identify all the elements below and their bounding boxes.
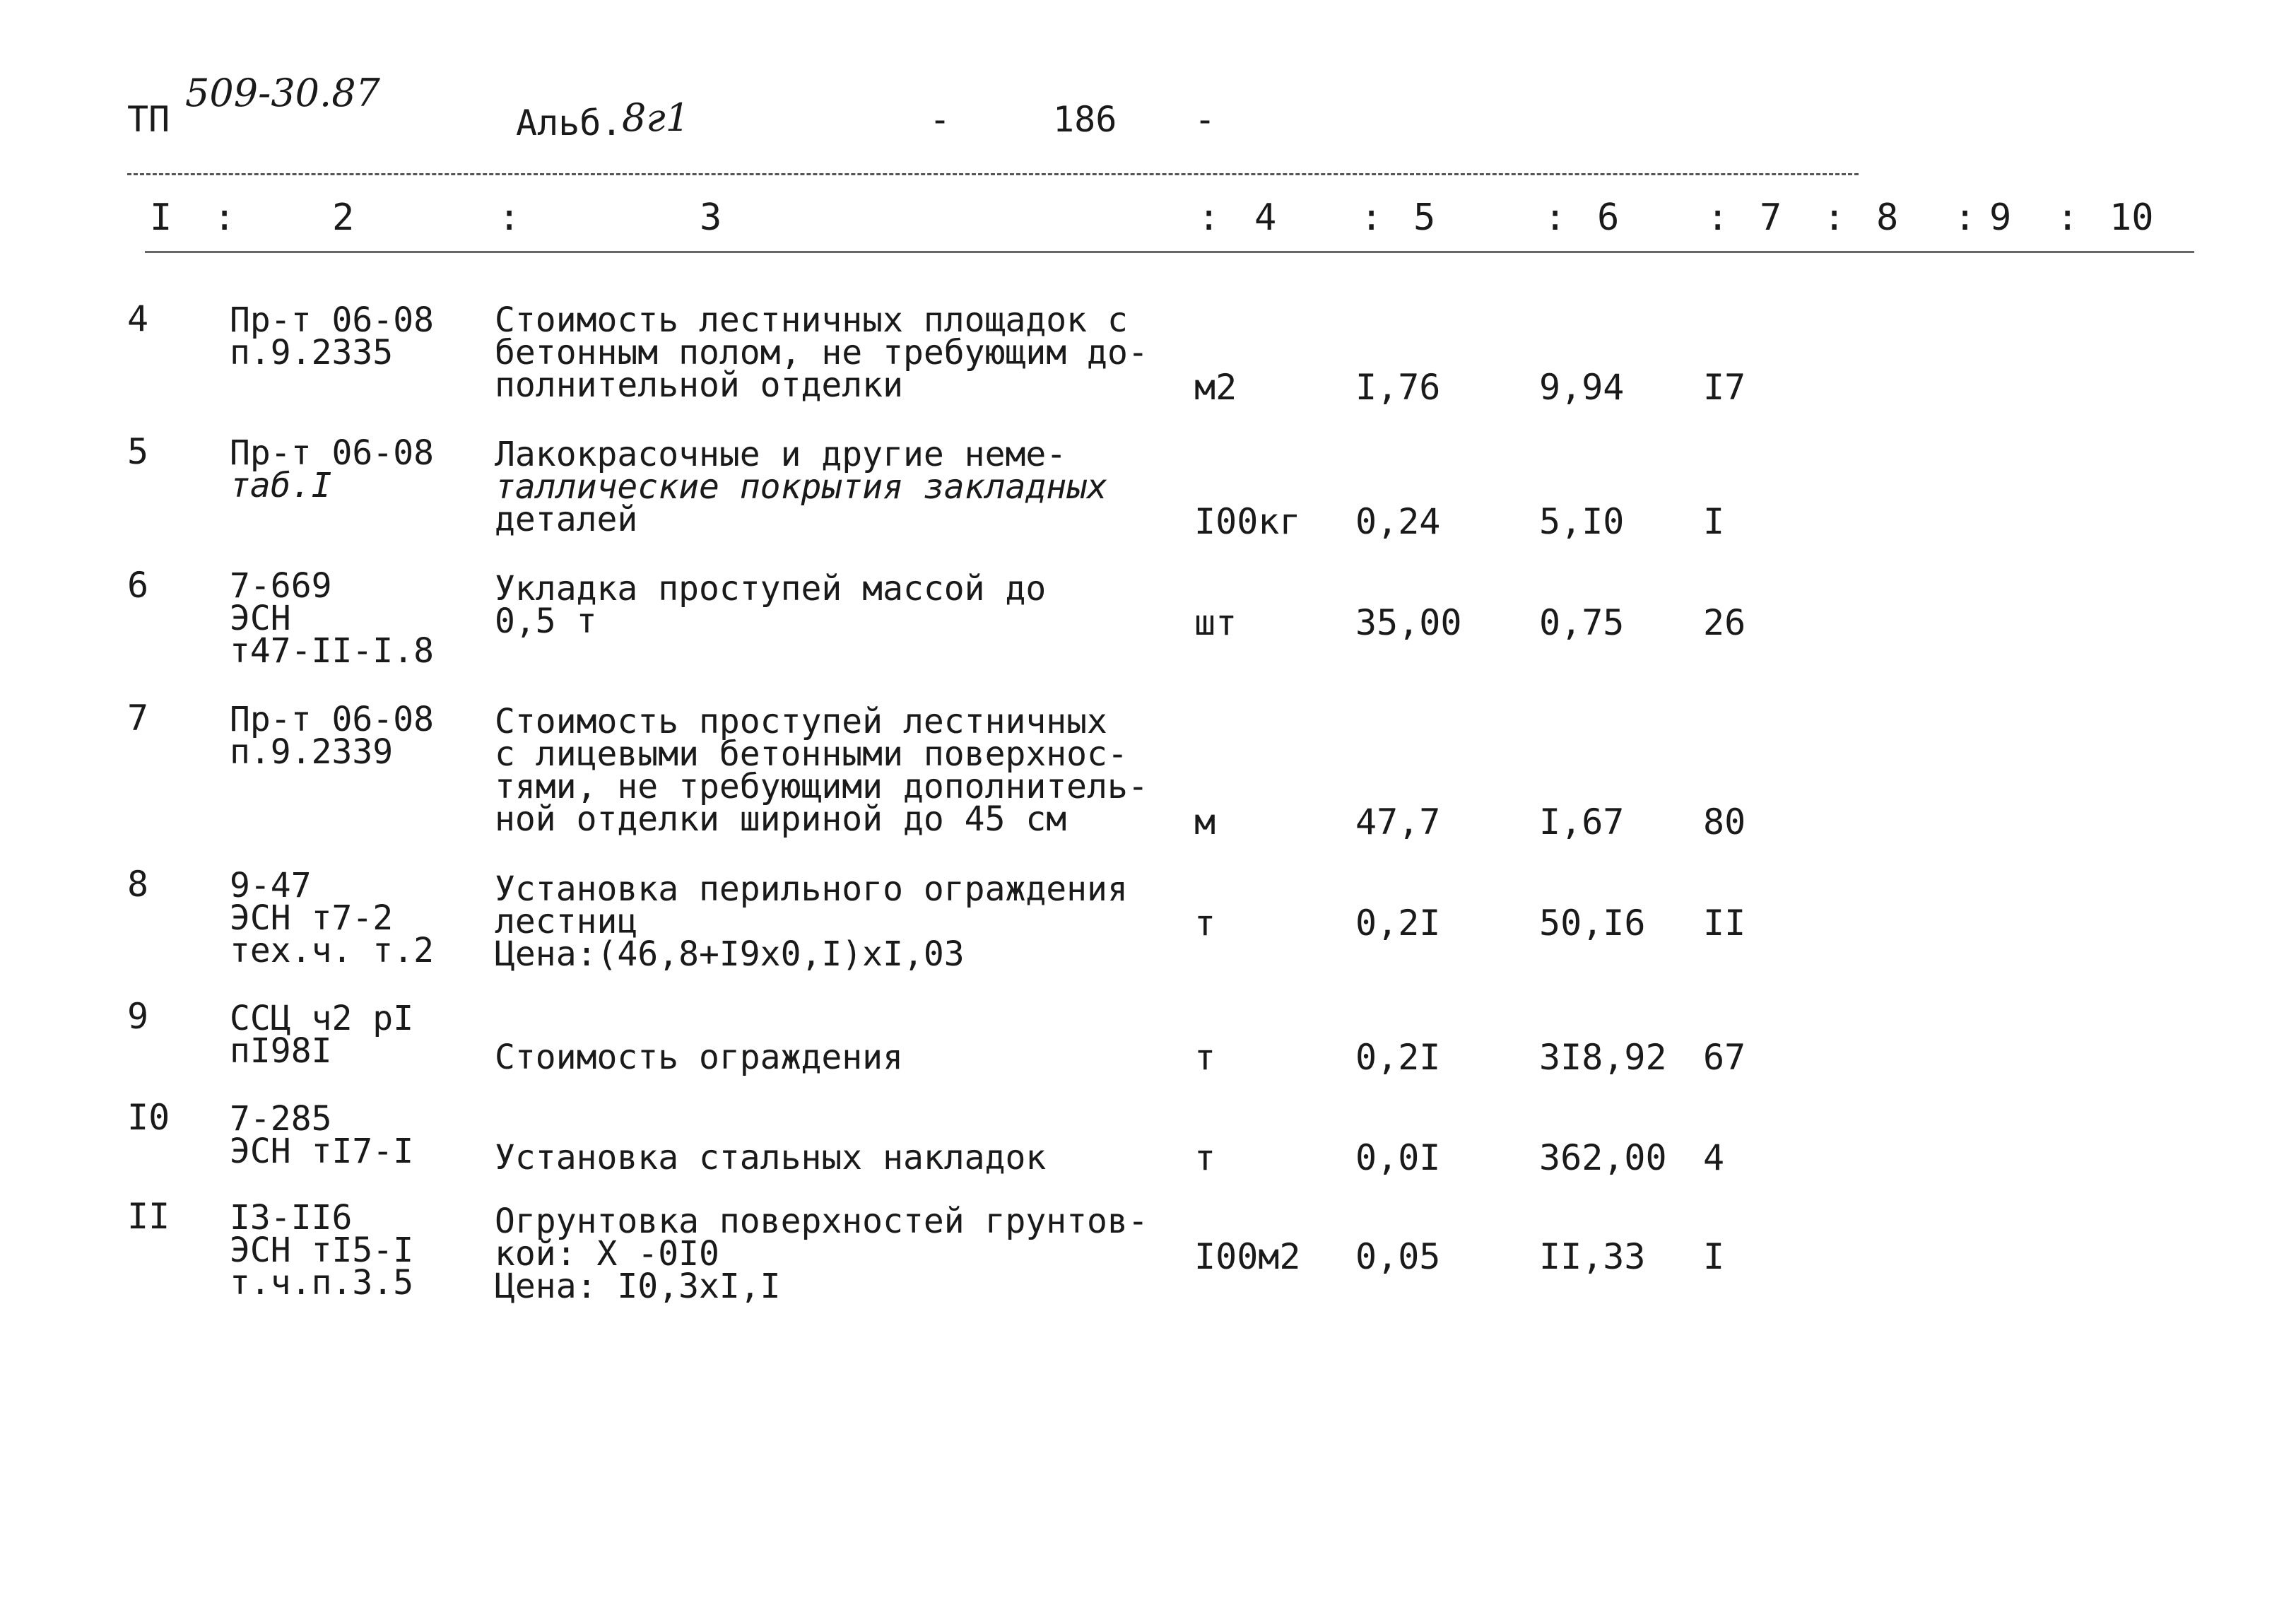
description-line: Укладка проступей массой до: [495, 569, 1047, 609]
row-unit: м: [1194, 802, 1216, 842]
description-line: 0,5 т: [495, 601, 597, 641]
row-code: [230, 866, 434, 970]
column-separator: :: [1360, 196, 1383, 239]
album-label: Альб.: [516, 102, 623, 143]
row-description: [495, 869, 1128, 974]
header-dash-right: -: [1194, 99, 1216, 140]
column-number-6: 6: [1597, 196, 1620, 239]
code-line: т47-II-I.8: [230, 631, 434, 671]
project-number-handwritten: 509-30.87: [185, 71, 380, 115]
description-line: Установка стальных накладок: [495, 1138, 1047, 1178]
description-line: тями, не требующими дополнитель-: [495, 767, 1148, 806]
code-line: 7-669: [230, 566, 332, 606]
row-total: I7: [1703, 367, 1746, 408]
description-line: Стоимость лестничных площадок с: [495, 300, 1128, 340]
row-total: 80: [1703, 802, 1746, 842]
code-line: ЭСН: [230, 599, 291, 638]
description-line: Цена:(46,8+I9x0,I)xI,03: [495, 934, 965, 974]
row-code: [230, 1099, 414, 1171]
row-description: [495, 569, 1047, 641]
row-description: [495, 1038, 903, 1077]
row-total: II: [1703, 903, 1746, 944]
row-quantity: 47,7: [1355, 802, 1441, 842]
row-description: [495, 435, 1107, 539]
row-unit-price: 3I8,92: [1539, 1037, 1667, 1078]
description-line: деталей: [495, 500, 638, 539]
row-unit: I00м2: [1194, 1236, 1301, 1277]
code-line: 9-47: [230, 866, 312, 905]
column-number-8: 8: [1876, 196, 1899, 239]
row-number: 6: [127, 565, 149, 606]
description-line: Стоимость ограждения: [495, 1038, 903, 1077]
description-line: ной отделки шириной до 45 см: [495, 799, 1067, 839]
row-total: I: [1703, 501, 1725, 542]
code-line: п.9.2335: [230, 333, 394, 372]
row-unit-price: 0,75: [1539, 602, 1625, 643]
description-line: Цена: I0,3xI,I: [495, 1267, 781, 1306]
description-line: лестниц: [495, 902, 638, 941]
column-separator: :: [1954, 196, 1977, 239]
description-line: полнительной отделки: [495, 365, 903, 405]
row-quantity: 35,00: [1355, 602, 1462, 643]
column-number-1: I: [150, 196, 172, 239]
row-quantity: 0,0I: [1355, 1137, 1441, 1178]
row-unit-price: II,33: [1539, 1236, 1646, 1277]
header-dash-left: -: [929, 99, 951, 140]
row-unit-price: I,67: [1539, 802, 1625, 842]
description-line: Установка перильного ограждения: [495, 869, 1128, 909]
column-separator: :: [213, 196, 236, 239]
description-line: с лицевыми бетонными поверхнос-: [495, 734, 1128, 774]
code-line: I3-II6: [230, 1198, 353, 1238]
row-unit-price: 5,I0: [1539, 501, 1625, 542]
code-line: ЭСН тI5-I: [230, 1231, 414, 1270]
code-line: т.ч.п.3.5: [230, 1263, 414, 1303]
row-unit-price: 9,94: [1539, 367, 1625, 408]
code-line: ССЦ ч2 рI: [230, 999, 414, 1038]
column-number-9: 9: [1989, 196, 2012, 239]
description-line: бетонным полом, не требующим до-: [495, 333, 1148, 372]
code-line: тех.ч. т.2: [230, 931, 434, 970]
row-code: [230, 566, 434, 671]
row-number: 7: [127, 698, 149, 739]
row-unit: т: [1194, 903, 1216, 944]
row-total: 4: [1703, 1137, 1725, 1178]
row-total: I: [1703, 1236, 1725, 1277]
top-dashed-rule: [127, 173, 1859, 175]
row-description: [495, 702, 1148, 839]
row-code: [230, 1198, 414, 1303]
row-unit: I00кг: [1194, 501, 1301, 542]
row-unit-price: 50,I6: [1539, 903, 1646, 944]
column-number-2: 2: [332, 196, 355, 239]
doc-prefix: ТП: [127, 99, 170, 140]
row-number: 4: [127, 298, 149, 339]
column-separator: :: [2056, 196, 2079, 239]
code-line: ЭСН тI7-I: [230, 1132, 414, 1171]
column-number-3: 3: [700, 196, 722, 239]
column-number-10: 10: [2109, 196, 2154, 239]
code-line: Пр-т 06-08: [230, 300, 434, 340]
row-code: [230, 433, 434, 505]
code-line: пI98I: [230, 1031, 332, 1071]
row-quantity: 0,05: [1355, 1236, 1441, 1277]
row-number: 5: [127, 431, 149, 472]
row-quantity: I,76: [1355, 367, 1441, 408]
row-code: [230, 999, 414, 1071]
column-header-rule: [145, 251, 2194, 253]
row-code: [230, 300, 434, 372]
row-code: [230, 700, 434, 772]
row-quantity: 0,2I: [1355, 1037, 1441, 1078]
page-number: 186: [1053, 99, 1117, 140]
row-quantity: 0,2I: [1355, 903, 1441, 944]
code-line: ЭСН т7-2: [230, 898, 394, 938]
description-line: таллические покрытия закладных: [495, 467, 1107, 507]
column-separator: :: [1198, 196, 1220, 239]
row-number: 9: [127, 996, 149, 1037]
code-line: 7-285: [230, 1099, 332, 1139]
code-line: таб.I: [230, 466, 332, 505]
code-line: Пр-т 06-08: [230, 700, 434, 739]
row-number: I0: [127, 1097, 170, 1138]
column-number-7: 7: [1760, 196, 1782, 239]
row-unit-price: 362,00: [1539, 1137, 1667, 1178]
column-separator: :: [1544, 196, 1567, 239]
row-unit: м2: [1194, 367, 1237, 408]
row-unit: шт: [1194, 602, 1237, 643]
column-separator: :: [1707, 196, 1729, 239]
column-separator: :: [1823, 196, 1846, 239]
column-separator: :: [498, 196, 521, 239]
column-number-5: 5: [1413, 196, 1436, 239]
column-number-4: 4: [1254, 196, 1277, 239]
row-total: 67: [1703, 1037, 1746, 1078]
row-quantity: 0,24: [1355, 501, 1441, 542]
row-description: [495, 300, 1148, 405]
description-line: Лакокрасочные и другие неме-: [495, 435, 1067, 474]
description-line: Стоимость проступей лестничных: [495, 702, 1107, 741]
row-unit: т: [1194, 1037, 1216, 1078]
row-description: [495, 1138, 1047, 1178]
description-line: Огрунтовка поверхностей грунтов-: [495, 1202, 1148, 1241]
code-line: Пр-т 06-08: [230, 433, 434, 473]
row-total: 26: [1703, 602, 1746, 643]
row-unit: т: [1194, 1137, 1216, 1178]
album-number-handwritten: 8г1: [622, 95, 690, 140]
row-number: 8: [127, 864, 149, 905]
row-number: II: [127, 1196, 170, 1237]
row-description: [495, 1202, 1148, 1306]
description-line: кой: Х -0I0: [495, 1234, 719, 1274]
code-line: п.9.2339: [230, 732, 394, 772]
